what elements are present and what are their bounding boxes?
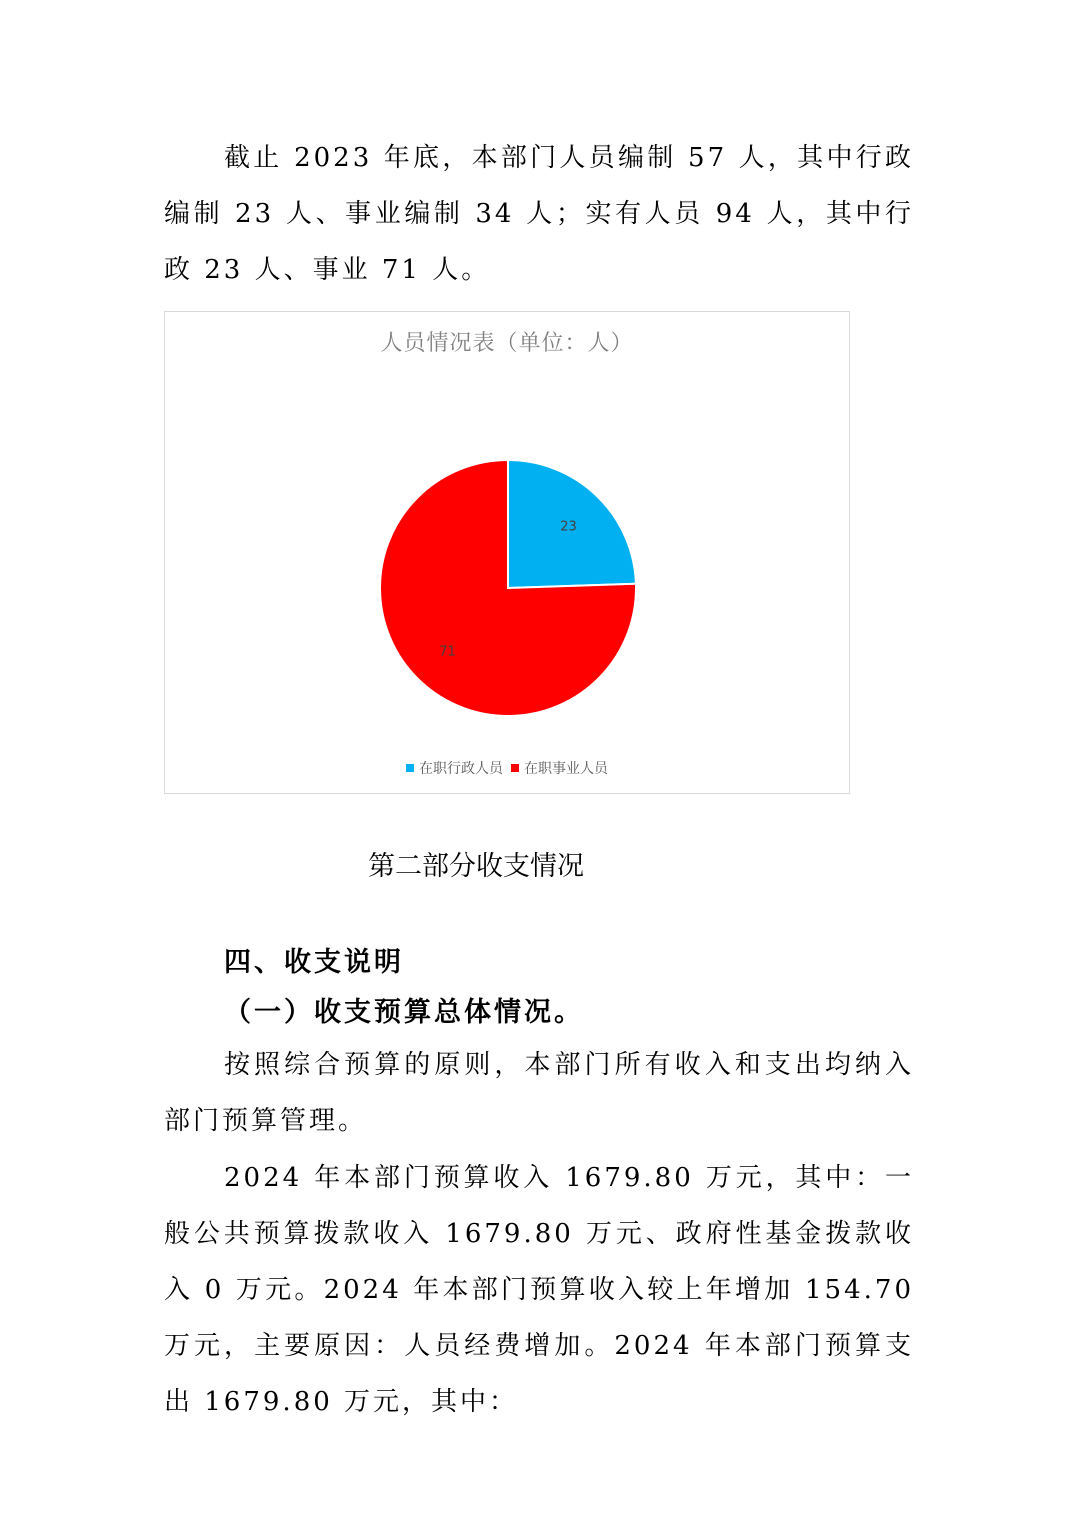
legend-item-1 [406, 758, 503, 778]
section-heading: 四、收支说明 [224, 947, 404, 978]
budget-principle-paragraph: 按照综合预算的原则，本部门所有收入和支出均纳入部门预算管理。 [164, 1050, 914, 1136]
legend-label-1: 在职行政人员 [419, 761, 503, 777]
subsection-heading: （一）收支预算总体情况。 [224, 997, 584, 1028]
legend-item-2 [511, 758, 608, 778]
pie-data-label-1: 23 [560, 519, 577, 535]
chart-title: 人员情况表（单位：人） [380, 331, 634, 356]
part-title: 第二部分收支情况 [368, 851, 584, 882]
legend-swatch-1 [406, 764, 414, 772]
chart-legend [165, 758, 849, 778]
intro-paragraph: 截止 2023 年底，本部门人员编制 57 人，其中行政编制 23 人、事业编制 34 人；实有人员 94 人，其中行政 23 人、事业 71 人。 [164, 143, 914, 285]
budget-detail-paragraph: 2024 年本部门预算收入 1679.80 万元，其中：一般公共预算拨款收入 1679.80 万元、政府性基金拨款收入 0 万元。2024 年本部门预算收入较上年增加 154.70 万元，主要原因：人员经费增加。2024 年本部门预算支出 1679.80 万元，其中： [164, 1163, 914, 1417]
staff-pie-chart [164, 311, 850, 794]
pie-plot-area [165, 312, 849, 752]
legend-label-2: 在职事业人员 [524, 761, 608, 777]
legend-swatch-2 [511, 764, 519, 772]
pie-data-label-2: 71 [439, 644, 456, 660]
